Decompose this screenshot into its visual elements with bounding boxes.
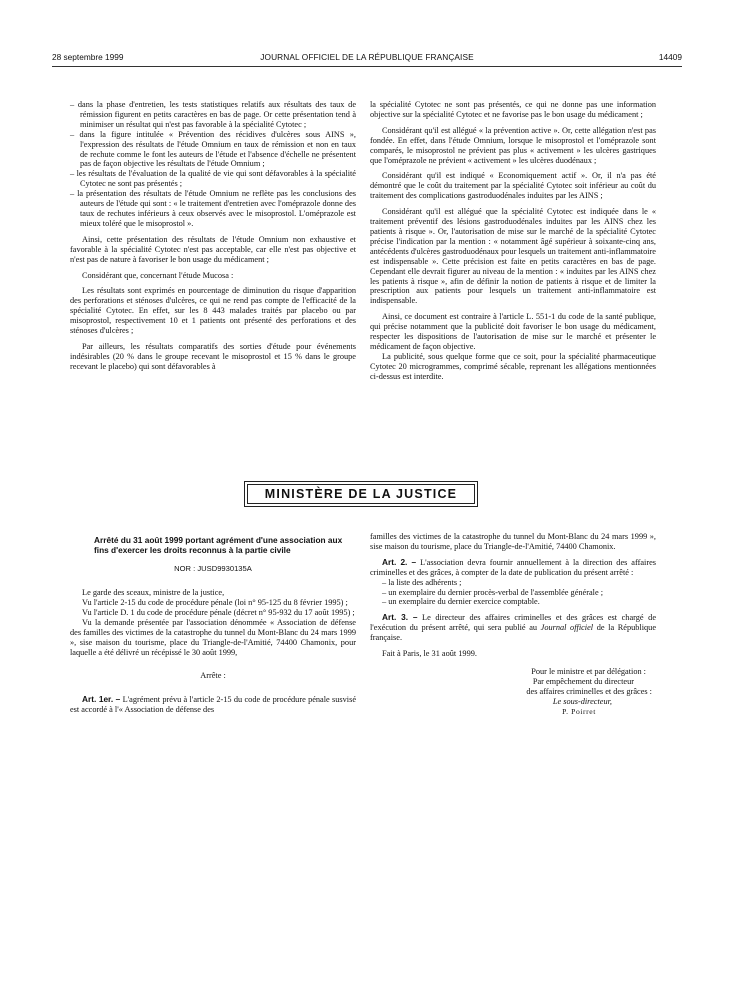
signatory-name: P. Poirret (562, 706, 596, 716)
paragraph: Le garde des sceaux, ministre de la justice, (82, 588, 225, 598)
paragraph: La publicité, sous quelque forme que ce soit, pour la spécialité pharmaceutique Cytotec 20 microgrammes, comprimé sécable, reprenant les allégations mentionnées ci-dessus est interdite. (370, 351, 656, 381)
paragraph: Vu l'article D. 1 du code de procédure pénale (décret n° 95-932 du 17 août 1995) ; (82, 607, 355, 617)
nor-reference: NOR : JUSD9930135A (174, 564, 252, 574)
bullet-paragraph: – dans la figure intitulée « Prévention des récidives d'ulcères sous AINS », l'expression des résultats de l'étude Omnium en taux de rémission et non en taux de rechute comme le font les auteurs de l'étude et l'absence d'échelle ne présentent pas de façon objective les résultats de l'étude Omnium ; (70, 129, 356, 169)
bullet-paragraph: – la présentation des résultats de l'étude Omnium ne reflète pas les conclusions des auteurs de l'étude qui sont : « le traitement d'entretien avec l'oméprazole donne des taux de rechutes inférieurs à ceux observés avec le misoprostol. L'oméprazole est mieux toléré que le misoprostol ». (70, 189, 356, 228)
paragraph: Considérant que, concernant l'étude Mucosa : (82, 270, 234, 280)
article-text: Le directeur des affaires criminelles et des grâces est chargé de l'exécution du présent arrêté, qui sera publié au (370, 613, 656, 633)
page-number: 14409 (658, 52, 682, 62)
bullet-paragraph: – dans la phase d'entretien, les tests statistiques relatifs aux résultats des taux de rémission figurent en petits caractères en bas de page. Or cette présentation tend à minimiser un résultat qui n'est pas favorable à la spécialité Cytotec ; (70, 100, 356, 129)
list-item: – un exemplaire du dernier procès-verbal de l'assemblée générale ; (382, 587, 604, 597)
right-column-top (370, 100, 656, 382)
paragraph: Ainsi, ce document est contraire à l'article L. 551-1 du code de la santé publique, qui précise notamment que la publicité doit favoriser le bon usage du médicament, respecter les dispositions de l'autorisation de mise sur le marché et présenter le médicament de façon objective. (370, 312, 656, 351)
paragraph: familles des victimes de la catastrophe du tunnel du Mont-Blanc du 24 mars 1999 », sise maison du tourisme, place du Triangle-de-l'Amitié, 74400 Chamonix. (370, 532, 656, 551)
arrete-title: Arrêté du 31 août 1999 portant agrément d'une association aux fins d'exercer les droits reconnus à la partie civile (94, 535, 343, 555)
article-1 (70, 695, 356, 715)
article-label: Art. 3. – (382, 612, 418, 623)
article-text: L'agrément prévu à l'article 2-15 du code de procédure pénale susvisé est accordé à l'« Association de défense des (70, 695, 356, 715)
paragraph: Vu l'article 2-15 du code de procédure pénale (loi n° 95-125 du 8 février 1995) ; (82, 598, 348, 607)
signature-block (370, 667, 656, 717)
article-label: Art. 2. – (382, 556, 417, 567)
bullet-paragraph: – les résultats de l'évaluation de la qualité de vie qui sont défavorables à la spécialité Cytotec ne sont pas présentés ; (70, 169, 356, 189)
ministry-heading-box (244, 481, 478, 507)
signature-line: Pour le ministre et par délégation : (531, 666, 646, 676)
list-item: – la liste des adhérents ; (382, 577, 462, 587)
journal-name: Journal officiel (540, 623, 594, 633)
header-rule (52, 66, 682, 67)
article-text: L'association devra fournir annuellement à la direction des affaires criminelles et des grâces, à compter de la date de publication du présent arrêté : (370, 557, 657, 577)
paragraph: Considérant qu'il est allégué que la spécialité Cytotec est indiquée dans le « traitement préventif des lésions gastroduodénales induites par les AINS chez les patients à risque ». Or, l'autorisation de mise sur le marché de la spécialité Cytotec précise l'indication par la mention : « notamment âgé supérieur à soixante-cinq ans, antécédents d'ulcères gastroduodénaux pour lesquels un traitement anti-inflammatoire est indispensable ». Cette précision est faite en petits caractères en bas de page. Cependant elle devrait figurer au niveau de la mention : « induites par les AINS chez les patients à risque », afin de définir la notion de patients à risque et de limiter la prescription aux patients pour lesquels un traitement anti-inflammatoire est indispensable. (370, 207, 656, 306)
paragraph: Considérant qu'il est allégué « la prévention active ». Or, cette allégation n'est pas fondée. En effet, dans l'étude Omnium, lorsque le misoprostol et l'oméprazole sont comparés, le misoprostol ne prévient pas plus « activement » les ulcères gastriques que l'oméprazole ne prévient « activement » les ulcères duodénaux ; (370, 125, 656, 165)
paragraph: la spécialité Cytotec ne sont pas présentés, ce qui ne donne pas une information objective sur la spécialité Cytotec et ne favorise pas le bon usage du médicament ; (370, 100, 656, 119)
journal-title: JOURNAL OFFICIEL DE LA RÉPUBLIQUE FRANÇAISE (260, 52, 474, 62)
signature-line: Par empêchement du directeur (532, 676, 634, 686)
header-date: 28 septembre 1999 (52, 52, 124, 62)
signature-title: Le sous-directeur, (552, 696, 612, 706)
signature-line: des affaires criminelles et des grâces : (526, 686, 652, 696)
paragraph: Ainsi, cette présentation des résultats de l'étude Omnium non exhaustive et favorable à la spécialité Cytotec n'est pas acceptable, car elle n'est pas objective et n'est pas de nature à favoriser le bon usage du médicament ; (70, 234, 356, 264)
paragraph: Vu la demande présentée par l'association dénommée « Association de défense des familles des victimes de la catastrophe du tunnel du Mont-Blanc du 24 mars 1999 », sise maison du tourisme, place du Triangle-de-l'Amitié, 74400 Chamonix, pour laquelle a été délivré un récépissé le 30 août 1999, (70, 617, 356, 657)
article-label: Art. 1er. – (82, 694, 121, 705)
left-column-bottom (70, 536, 356, 715)
ministry-title: MINISTÈRE DE LA JUSTICE (247, 484, 475, 504)
left-column-top (70, 100, 356, 372)
article-text: de la République française. (370, 623, 656, 643)
right-column-bottom (370, 532, 656, 717)
paragraph: Considérant qu'il est indiqué « Economiquement actif ». Or, il n'a pas été démontré que le coût du traitement par la spécialité Cytotec soit inférieur au coût du traitement des complications gastroduodénales induites par les AINS ; (370, 171, 656, 201)
date-place: Fait à Paris, le 31 août 1999. (382, 649, 477, 659)
article-3 (370, 613, 656, 643)
paragraph: Les résultats sont exprimés en pourcentage de diminution du risque d'apparition des perforations et sténoses d'ulcères, ce qui ne rend pas compte de l'efficacité de la spécialité Cytotec. En effet, sur les 8 443 malades traités par placebo ou par misoprostol, respectivement 10 et 1 patients ont présenté des perforations et des sténoses d'ulcères ; (70, 286, 356, 336)
article-2 (370, 558, 656, 578)
list-item: – un exemplaire du dernier exercice comptable. (382, 597, 540, 607)
paragraph: Par ailleurs, les résultats comparatifs des sorties d'étude pour événements indésirables (20 % dans le groupe recevant le misoprostol et 15 % dans le groupe recevant le placebo) qui sont défavorables à (70, 341, 356, 371)
page-header (52, 52, 682, 66)
arrete-word: Arrête : (200, 671, 226, 681)
